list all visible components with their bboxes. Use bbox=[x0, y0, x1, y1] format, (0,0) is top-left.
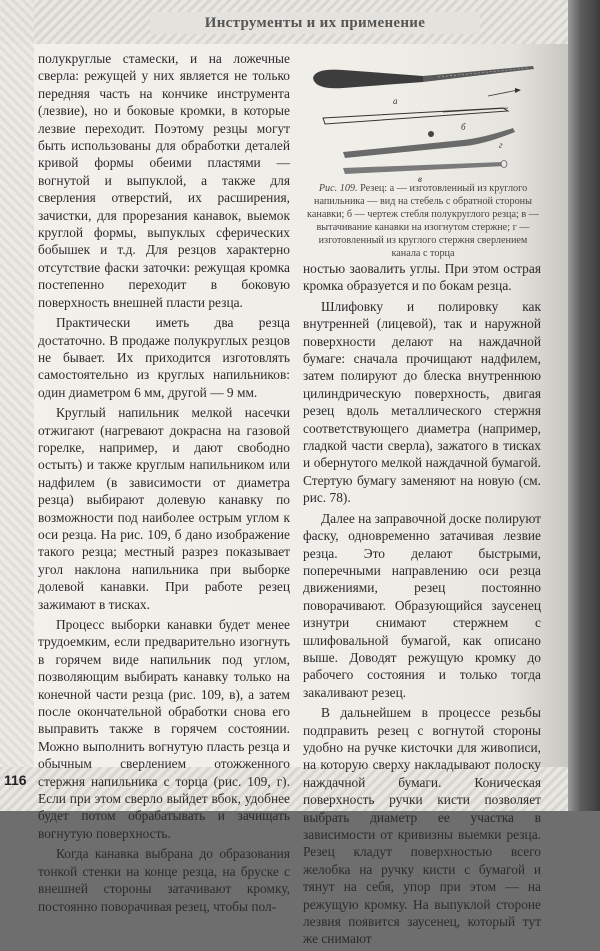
paragraph: Процесс выборки канавки будет менее трудоемким, если предварительно изогнуть в горячем виде напильник под углом, позволяющим выбирать канавку только на конечной части резца (рис. 109, в), а затем после окончательной обработки снова его выправить также в горячем состоянии. Можно выполнить вогнутую пласть резца и обычным сверлением отожженного стержня напильника с торца (рис. 109, г). Если при этом сверло выйдет вбок, удобнее будет потом обрабатывать и зачищать вогнутую поверхность. bbox=[38, 617, 290, 841]
text-column-right bbox=[303, 260, 541, 951]
paragraph: Когда канавка выбрана до образования тонкой стенки на конце резца, на бруске с внешней стороны затачивают кромку, постоянно поворачивая резец, чтобы пол- bbox=[38, 846, 290, 914]
tool-g-drawing bbox=[343, 161, 507, 175]
tool-a-drawing bbox=[313, 66, 534, 88]
figure-caption bbox=[303, 182, 543, 260]
paragraph: В дальнейшем в процессе резьбы подправить резец с вогнутой стороны удобно на ручке кисточки для живописи, на которую сверху накладывают полоску наждачной бумаги. Коническая поверхность ручки кисти позволяет выбрать диаметр ее участка в зависимости от кривизны выемки резца. Резец кладут поверхностью всего желобка на ручку кисти с бумагой и тянут на себя, упор при этом — на режущую кромку. На выпуклой стороне лезвия появится заусенец, который тут же снимают bbox=[303, 705, 541, 947]
paragraph: Практически иметь два резца достаточно. В продаже полукруглых резцов не бывает. Их приходится изготовлять самостоятельно из круглых напильников: один диаметром 6 мм, другой — 9 мм. bbox=[38, 315, 290, 400]
ball-detail bbox=[428, 131, 434, 137]
caption-label: Рис. 109. bbox=[318, 183, 358, 194]
label-b: б bbox=[461, 122, 466, 132]
paragraph: ностью заовалить углы. При этом острая кромка образуется и по бокам резца. bbox=[303, 261, 541, 294]
paragraph: Шлифовку и полировку как внутренней (лицевой), так и наружной поверхности делают на наждачной бумаге: сначала прочищают надфилем, затем полируют до блеска внутреннюю цилиндрическую поверхность, двигая резец вдоль металлического стержня соответствующего диаметра (например, гладкой части сверла), зажатого в тисках и обернутого мелкой наждачной бумагой. Стертую бумагу заменяют на новую (см. рис. 78). bbox=[303, 298, 541, 506]
label-g: г bbox=[499, 140, 503, 150]
tool-b-drawing bbox=[323, 88, 521, 124]
paragraph: полукруглые стамески, и на ложечные сверла: режущей у них является не только передняя часть на кончике инструмента (лезвие), но и боковые кромки, в которые лезвие переходит. Поэтому резцы могут быть использованы для обработки деталей кривой формы обеими пластями — вогнутой и выпуклой, а также для сверления отверстий, их расширения, зачистки, для прорезания канавок, выемок круглой формы, выпуклых сферических бобышек и т.д. Для резцов характерно отсутствие фаски заточки: режущая кромка постепенно переходит в боковую поверхность внешней пласти резца. bbox=[38, 51, 290, 310]
book-spine-shadow bbox=[568, 0, 600, 811]
ornament-border-left bbox=[0, 0, 34, 811]
paragraph: Круглый напильник мелкой насечки отжигают (нагревают докрасна на газовой горелке, например, и дают свободно остыть) и также круглым напильником или надфилем (в зависимости от диаметра резца) выбирают долевую канавку по возможности под наиболее острым углом к оси резца. На рис. 109, б дано изображение такого резца; местный разрез показывает угол наклона напильника при выборке долевой канавки. При работе резец зажимают в тисках. bbox=[38, 405, 290, 612]
running-header: Инструменты и их применение bbox=[150, 12, 480, 34]
page-number: 116 bbox=[4, 772, 27, 788]
caption-text: Резец: а — изготовленный из круглого напильника — вид на стебель с обратной стороны канавки; б — чертеж стебля полукруглого резца; в — вытачивание канавки на изогнутом стержне; г — изготовленный из круглого стержня сверлением канала с торца bbox=[307, 183, 539, 259]
paragraph: Далее на заправочной доске полируют фаску, одновременно затачивая лезвие резца. Это делают быстрыми, поперечными направлению оси резца движениями, резец постоянно поворачивают. Образующийся заусенец изнутри снимают стержнем с шлифовальной бумагой, как описано выше. Доводят режущую кромку до рабочего состояния и только тогда закаливают резец. bbox=[303, 510, 541, 700]
label-a: а bbox=[393, 96, 398, 106]
label-v: в bbox=[418, 174, 422, 184]
figure-109-illustration bbox=[303, 56, 543, 184]
text-column-left bbox=[38, 50, 290, 918]
